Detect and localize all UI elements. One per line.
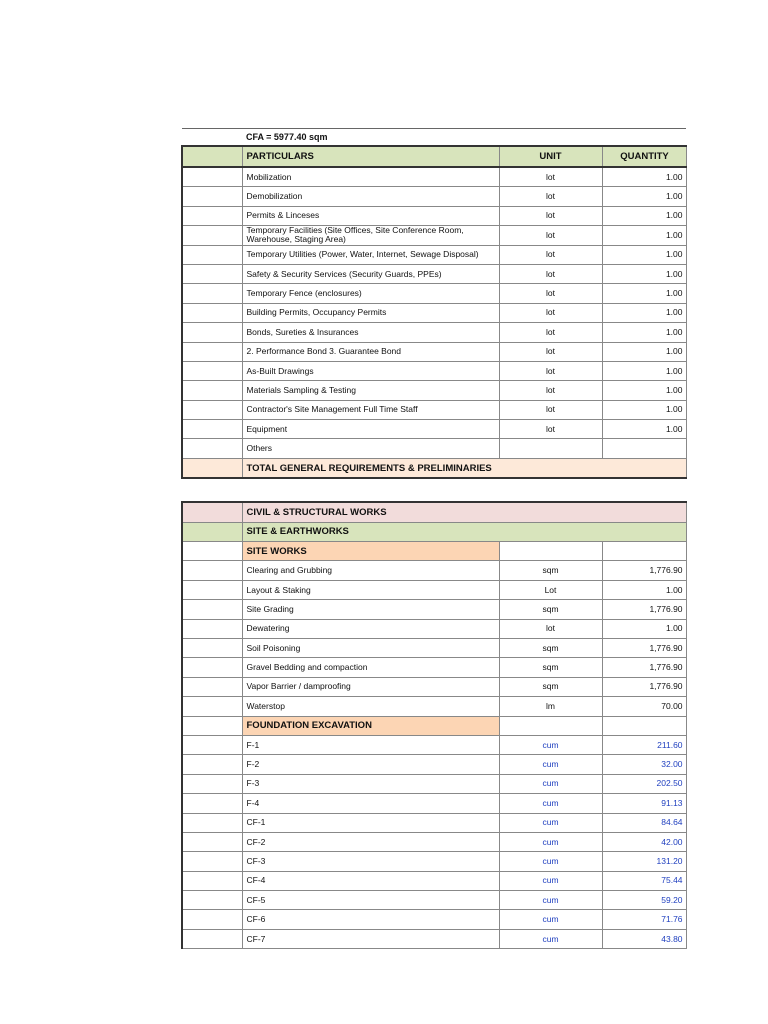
item-unit: lm	[499, 697, 602, 716]
item-description: CF-5	[242, 891, 499, 910]
general-item-row	[182, 187, 686, 206]
item-unit: sqm	[499, 677, 602, 696]
item-description: Demobilization	[242, 187, 499, 206]
item-description: CF-2	[242, 832, 499, 851]
row-spacer	[182, 755, 242, 774]
item-unit: cum	[499, 910, 602, 929]
foundation-title: FOUNDATION EXCAVATION	[242, 716, 499, 735]
row-spacer	[182, 871, 242, 890]
item-quantity: 1.00	[602, 226, 686, 245]
item-quantity: 1.00	[602, 342, 686, 361]
item-description: Bonds, Sureties & Insurances	[242, 323, 499, 342]
general-item-row	[182, 323, 686, 342]
item-quantity: 1,776.90	[602, 561, 686, 580]
item-unit: lot	[499, 187, 602, 206]
item-description: Permits & Linceses	[242, 206, 499, 225]
general-item-row	[182, 381, 686, 400]
unit-header: UNIT	[499, 146, 602, 167]
item-description: F-4	[242, 794, 499, 813]
item-description: F-1	[242, 735, 499, 754]
item-unit: lot	[499, 619, 602, 638]
row-spacer	[182, 264, 242, 283]
item-quantity: 70.00	[602, 697, 686, 716]
row-spacer	[182, 697, 242, 716]
column-header-row	[182, 146, 686, 167]
civil-structural-row	[182, 502, 686, 522]
row-spacer	[182, 420, 242, 439]
item-quantity: 59.20	[602, 891, 686, 910]
item-quantity: 1.00	[602, 264, 686, 283]
item-unit: cum	[499, 871, 602, 890]
item-quantity: 71.76	[602, 910, 686, 929]
foundation-row	[182, 794, 686, 813]
item-quantity: 1.00	[602, 400, 686, 419]
item-unit: lot	[499, 167, 602, 187]
row-spacer	[182, 245, 242, 264]
item-quantity: 32.00	[602, 755, 686, 774]
row-spacer	[182, 891, 242, 910]
general-item-row	[182, 206, 686, 225]
item-description: Waterstop	[242, 697, 499, 716]
item-unit	[499, 439, 602, 458]
item-unit: cum	[499, 852, 602, 871]
general-item-row	[182, 245, 686, 264]
civil-structural-title: CIVIL & STRUCTURAL WORKS	[242, 502, 686, 522]
site-work-row	[182, 600, 686, 619]
item-quantity: 42.00	[602, 832, 686, 851]
item-description: Clearing and Grubbing	[242, 561, 499, 580]
site-work-row	[182, 677, 686, 696]
item-quantity: 1.00	[602, 284, 686, 303]
item-quantity: 1.00	[602, 187, 686, 206]
item-quantity: 131.20	[602, 852, 686, 871]
item-quantity: 211.60	[602, 735, 686, 754]
item-quantity: 1,776.90	[602, 638, 686, 657]
item-description: Safety & Security Services (Security Guards, PPEs)	[242, 264, 499, 283]
item-description: 2. Performance Bond 3. Guarantee Bond	[242, 342, 499, 361]
item-unit: cum	[499, 929, 602, 948]
site-work-row	[182, 619, 686, 638]
cfa-row	[182, 129, 686, 147]
item-description: Layout & Staking	[242, 580, 499, 599]
item-unit: lot	[499, 323, 602, 342]
item-description: Contractor's Site Management Full Time Staff	[242, 400, 499, 419]
item-quantity: 1,776.90	[602, 600, 686, 619]
item-quantity: 1.00	[602, 206, 686, 225]
foundation-row	[182, 832, 686, 851]
item-quantity: 1.00	[602, 580, 686, 599]
item-unit: lot	[499, 420, 602, 439]
item-description: CF-1	[242, 813, 499, 832]
item-description: CF-3	[242, 852, 499, 871]
general-item-row	[182, 420, 686, 439]
general-item-row	[182, 342, 686, 361]
general-item-row	[182, 439, 686, 458]
item-description: Temporary Fence (enclosures)	[242, 284, 499, 303]
foundation-row	[182, 929, 686, 948]
item-description: Others	[242, 439, 499, 458]
general-requirements-table	[181, 128, 687, 479]
item-quantity: 1.00	[602, 303, 686, 322]
cfa-label: CFA = 5977.40 sqm	[242, 129, 499, 147]
item-quantity: 1.00	[602, 323, 686, 342]
row-spacer	[182, 206, 242, 225]
bill-of-quantities-sheet	[181, 128, 685, 949]
item-quantity: 1,776.90	[602, 658, 686, 677]
item-unit: lot	[499, 342, 602, 361]
row-spacer	[182, 323, 242, 342]
item-description: CF-4	[242, 871, 499, 890]
item-description: Site Grading	[242, 600, 499, 619]
item-unit: sqm	[499, 600, 602, 619]
item-unit: lot	[499, 361, 602, 380]
item-quantity: 202.50	[602, 774, 686, 793]
item-quantity: 84.64	[602, 813, 686, 832]
row-spacer	[182, 832, 242, 851]
item-quantity: 1.00	[602, 167, 686, 187]
item-unit: sqm	[499, 561, 602, 580]
row-spacer	[182, 167, 242, 187]
item-quantity: 43.80	[602, 929, 686, 948]
item-description: Vapor Barrier / damproofing	[242, 677, 499, 696]
item-description: F-2	[242, 755, 499, 774]
row-spacer	[182, 600, 242, 619]
row-spacer	[182, 303, 242, 322]
item-unit: sqm	[499, 658, 602, 677]
item-quantity: 91.13	[602, 794, 686, 813]
row-spacer	[182, 226, 242, 245]
item-unit: lot	[499, 284, 602, 303]
item-unit: Lot	[499, 580, 602, 599]
general-item-row	[182, 167, 686, 187]
row-spacer	[182, 638, 242, 657]
row-spacer	[182, 774, 242, 793]
foundation-row	[182, 871, 686, 890]
foundation-row	[182, 813, 686, 832]
item-unit: lot	[499, 226, 602, 245]
general-item-row	[182, 284, 686, 303]
total-general-row	[182, 458, 686, 478]
item-description: Temporary Facilities (Site Offices, Site Conference Room, Warehouse, Staging Area)	[242, 226, 499, 245]
site-work-row	[182, 658, 686, 677]
quantity-header: QUANTITY	[602, 146, 686, 167]
item-description: Building Permits, Occupancy Permits	[242, 303, 499, 322]
item-unit: cum	[499, 891, 602, 910]
row-spacer	[182, 794, 242, 813]
item-quantity	[602, 439, 686, 458]
row-spacer	[182, 561, 242, 580]
item-unit: lot	[499, 400, 602, 419]
site-earthworks-row	[182, 522, 686, 541]
item-description: F-3	[242, 774, 499, 793]
row-spacer	[182, 361, 242, 380]
item-description: Dewatering	[242, 619, 499, 638]
foundation-row	[182, 891, 686, 910]
item-unit: lot	[499, 264, 602, 283]
item-unit: cum	[499, 794, 602, 813]
item-quantity: 75.44	[602, 871, 686, 890]
foundation-row	[182, 910, 686, 929]
item-unit: cum	[499, 813, 602, 832]
item-unit: cum	[499, 832, 602, 851]
item-quantity: 1.00	[602, 361, 686, 380]
foundation-row	[182, 755, 686, 774]
total-general-label: TOTAL GENERAL REQUIREMENTS & PRELIMINARIES	[242, 458, 686, 478]
item-unit: lot	[499, 381, 602, 400]
site-work-row	[182, 638, 686, 657]
row-spacer	[182, 735, 242, 754]
row-spacer	[182, 342, 242, 361]
item-description: As-Built Drawings	[242, 361, 499, 380]
foundation-header-row	[182, 716, 686, 735]
site-works-title: SITE WORKS	[242, 542, 499, 561]
foundation-row	[182, 852, 686, 871]
item-description: Materials Sampling & Testing	[242, 381, 499, 400]
item-description: Temporary Utilities (Power, Water, Internet, Sewage Disposal)	[242, 245, 499, 264]
site-earthworks-title: SITE & EARTHWORKS	[242, 522, 686, 541]
item-unit: cum	[499, 735, 602, 754]
item-description: Gravel Bedding and compaction	[242, 658, 499, 677]
item-unit: lot	[499, 303, 602, 322]
general-item-row	[182, 361, 686, 380]
item-description: Mobilization	[242, 167, 499, 187]
row-spacer	[182, 400, 242, 419]
row-spacer	[182, 813, 242, 832]
general-item-row	[182, 226, 686, 245]
general-item-row	[182, 303, 686, 322]
item-unit: lot	[499, 206, 602, 225]
civil-structural-table	[181, 501, 687, 949]
item-description: CF-7	[242, 929, 499, 948]
item-quantity: 1.00	[602, 245, 686, 264]
particulars-header: PARTICULARS	[242, 146, 499, 167]
foundation-row	[182, 735, 686, 754]
row-spacer	[182, 619, 242, 638]
item-quantity: 1.00	[602, 420, 686, 439]
site-works-header-row	[182, 542, 686, 561]
item-unit: lot	[499, 245, 602, 264]
item-unit: cum	[499, 755, 602, 774]
row-spacer	[182, 658, 242, 677]
item-description: CF-6	[242, 910, 499, 929]
row-spacer	[182, 677, 242, 696]
row-spacer	[182, 187, 242, 206]
row-spacer	[182, 284, 242, 303]
general-item-row	[182, 400, 686, 419]
item-unit: cum	[499, 774, 602, 793]
item-description: Soil Poisoning	[242, 638, 499, 657]
row-spacer	[182, 910, 242, 929]
row-spacer	[182, 929, 242, 948]
site-work-row	[182, 561, 686, 580]
item-quantity: 1.00	[602, 381, 686, 400]
item-quantity: 1.00	[602, 619, 686, 638]
foundation-row	[182, 774, 686, 793]
row-spacer	[182, 580, 242, 599]
row-spacer	[182, 381, 242, 400]
general-item-row	[182, 264, 686, 283]
row-spacer	[182, 439, 242, 458]
row-spacer	[182, 852, 242, 871]
site-work-row	[182, 697, 686, 716]
item-description: Equipment	[242, 420, 499, 439]
site-work-row	[182, 580, 686, 599]
item-unit: sqm	[499, 638, 602, 657]
item-quantity: 1,776.90	[602, 677, 686, 696]
